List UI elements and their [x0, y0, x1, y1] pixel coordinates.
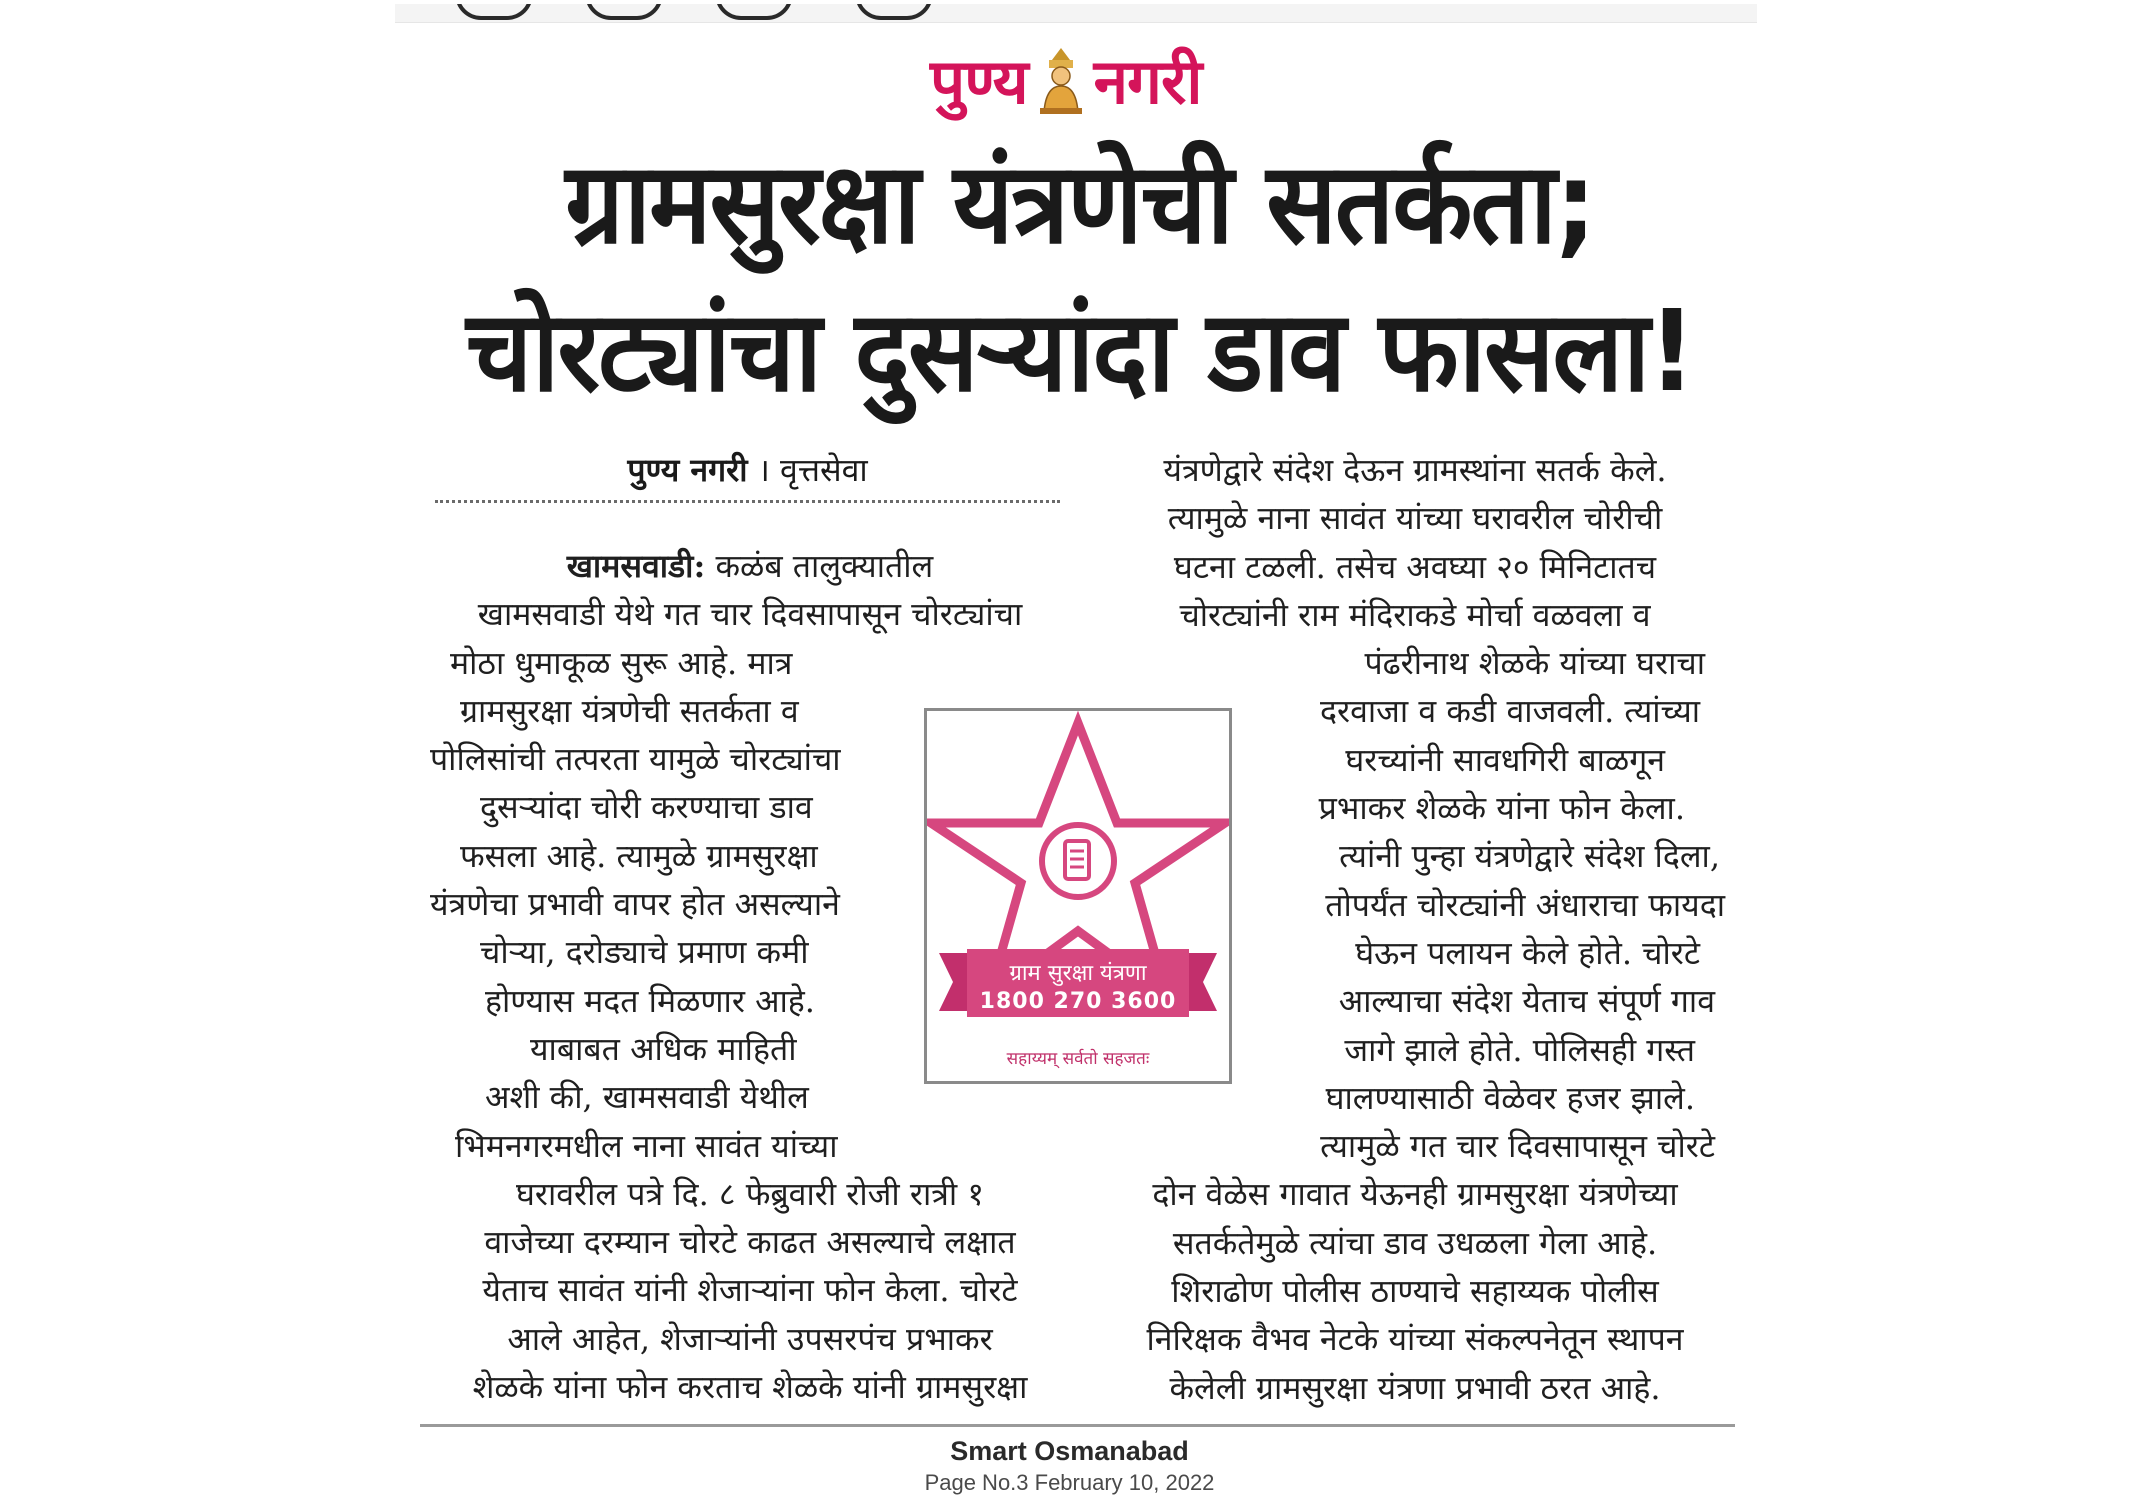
headline-line-1: ग्रामसुरक्षा यंत्रणेची सतर्कता;: [565, 139, 1595, 269]
article-line: सतर्कतेमुळे त्यांचा डाव उधळला गेला आहे.: [1172, 1223, 1658, 1262]
article-line: होण्यास मदत मिळणार आहे.: [485, 981, 815, 1020]
article-line: खामसवाडी: कळंब तालुक्यातील: [566, 547, 934, 585]
article-line: शिराढोण पोलीस ठाण्याचे सहाय्यक पोलीस: [1171, 1272, 1659, 1311]
deity-emblem-icon: [1034, 44, 1088, 116]
article-line: येताच सावंत यांनी शेजाऱ्यांना फोन केला. चोरटे: [482, 1271, 1018, 1310]
article-line: त्यामुळे नाना सावंत यांच्या घरावरील चोरीची: [1167, 499, 1663, 538]
footer-page-date: Page No.3 February 10, 2022: [924, 1470, 1215, 1495]
logo-ribbon-title: ग्राम सुरक्षा यंत्रणा: [1009, 961, 1147, 986]
byline-divider: [435, 500, 1060, 503]
article-line: निरिक्षक वैभव नेटके यांच्या संकल्पनेतून स्थापन: [1146, 1320, 1684, 1359]
logo-phone-number: 1800 270 3600: [979, 989, 1177, 1014]
article-line: घरावरील पत्रे दि. ८ फेब्रुवारी रोजी रात्री १: [515, 1174, 985, 1213]
article-line: दोन वेळेस गावात येऊनही ग्रामसुरक्षा यंत्रणेच्या: [1152, 1175, 1678, 1214]
footer-publication-title: Smart Osmanabad: [950, 1436, 1189, 1466]
article-line: घालण्यासाठी वेळेवर हजर झाले.: [1325, 1078, 1695, 1117]
article-line: पोलिसांची तत्परता यामुळे चोरट्यांचा: [430, 740, 841, 779]
article-line: मोठा धुमाकूळ सुरू आहे. मात्र: [450, 643, 793, 682]
article-line: केलेली ग्रामसुरक्षा यंत्रणा प्रभावी ठरत आहे.: [1169, 1368, 1661, 1407]
article-line: प्रभाकर शेळके यांना फोन केला.: [1318, 789, 1685, 828]
masthead-left-word: पुण्य: [930, 45, 1028, 118]
headline: [400, 130, 1760, 426]
article-line: घटना टळली. तसेच अवघ्या २० मिनिटातच: [1173, 547, 1657, 586]
byline-separator: ।: [757, 451, 770, 489]
article-line: घरच्यांनी सावधगिरी बाळगून: [1345, 740, 1665, 779]
article-line: दरवाजा व कडी वाजवली. त्यांच्या: [1320, 692, 1701, 731]
footer-divider: [420, 1424, 1735, 1427]
masthead-right-word: नगरी: [1093, 45, 1202, 118]
logo-motto: सहाय्यम् सर्वतो सहजतः: [1006, 1049, 1150, 1069]
byline-service: वृत्तसेवा: [780, 451, 868, 489]
article-line: फसला आहे. त्यामुळे ग्रामसुरक्षा: [460, 836, 818, 875]
article-line: आले आहेत, शेजाऱ्यांनी उपसरपंच प्रभाकर: [507, 1319, 993, 1358]
article-line: ग्रामसुरक्षा यंत्रणेची सतर्कता व: [460, 691, 799, 730]
article-right-column: [1105, 446, 1725, 1412]
article-line: घेऊन पलायन केले होते. चोरटे: [1355, 933, 1700, 972]
previous-page-strip: [395, 4, 1757, 23]
article-line: त्यांनी पुन्हा यंत्रणेद्वारे संदेश दिला,: [1339, 837, 1720, 876]
article-line: जागे झाले होते. पोलिसही गस्त: [1344, 1030, 1695, 1069]
article-line: अशी की, खामसवाडी येथील: [485, 1078, 809, 1117]
article-line: आल्याचा संदेश येताच संपूर्ण गाव: [1338, 982, 1715, 1021]
article-line: यंत्रणेद्वारे संदेश देऊन ग्रामस्थांना सतर्क केले.: [1163, 451, 1667, 489]
dateline: खामसवाडी:: [566, 547, 706, 585]
byline-source: पुण्य नगरी: [627, 451, 748, 489]
article-line: चोऱ्या, दरोड्याचे प्रमाण कमी: [480, 933, 809, 972]
article-line: यंत्रणेचा प्रभावी वापर होत असल्याने: [430, 885, 840, 924]
article-line: खामसवाडी येथे गत चार दिवसापासून चोरट्यांचा: [477, 595, 1023, 634]
article-line: तोपर्यंत चोरट्यांनी अंधाराचा फायदा: [1325, 885, 1725, 924]
byline: [435, 448, 1060, 491]
headline-line-2: चोरट्यांचा दुसऱ्यांदा डाव फासला!: [466, 287, 1694, 417]
article-line: भिमनगरमधील नाना सावंत यांच्या: [455, 1126, 838, 1165]
article-line: शेळके यांना फोन करताच शेळके यांनी ग्रामसुरक्षा: [472, 1368, 1028, 1407]
article-line: दुसऱ्यांदा चोरी करण्याचा डाव: [480, 788, 813, 827]
masthead: [930, 40, 1201, 120]
article-line: त्यामुळे गत चार दिवसापासून चोरटे: [1320, 1127, 1715, 1166]
article-line: चोरट्यांनी राम मंदिराकडे मोर्चा वळवला व: [1179, 595, 1651, 634]
article-line: पंढरीनाथ शेळके यांच्या घराचा: [1364, 644, 1705, 683]
article-line: वाजेच्या दरम्यान चोरटे काढत असल्याचे लक्षात: [484, 1223, 1016, 1262]
article-line: याबाबत अधिक माहिती: [530, 1029, 797, 1068]
